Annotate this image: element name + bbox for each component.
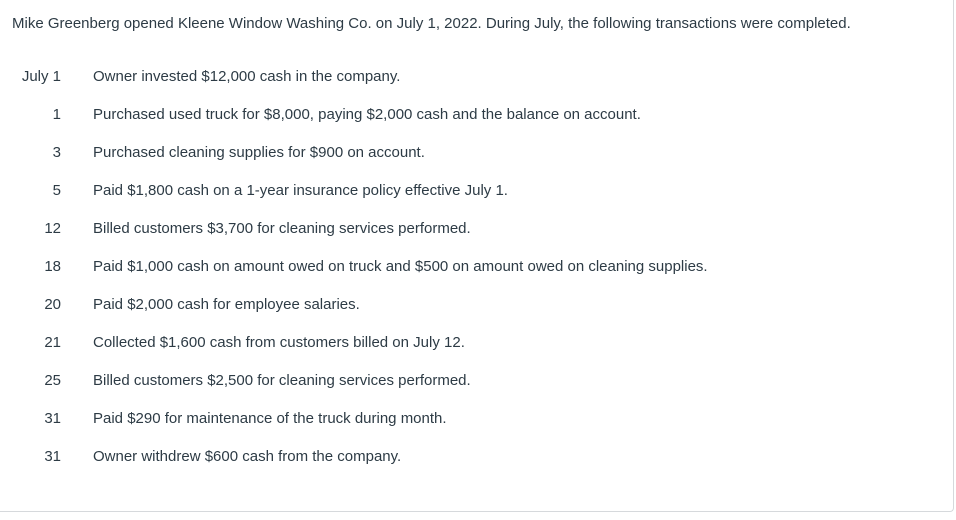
transaction-description: Paid $1,000 cash on amount owed on truck and $500 on amount owed on cleaning supplies. bbox=[93, 257, 708, 275]
transactions-table bbox=[0, 57, 940, 475]
transaction-description: Collected $1,600 cash from customers billed on July 12. bbox=[93, 333, 465, 351]
transaction-description: Billed customers $2,500 for cleaning services performed. bbox=[93, 371, 471, 389]
transaction-row bbox=[0, 171, 940, 209]
transaction-description: Owner invested $12,000 cash in the company. bbox=[93, 67, 401, 85]
transaction-row bbox=[0, 95, 940, 133]
transaction-row bbox=[0, 399, 940, 437]
transaction-row bbox=[0, 133, 940, 171]
transaction-description: Owner withdrew $600 cash from the company. bbox=[93, 447, 402, 465]
transaction-date: 1 bbox=[52, 105, 61, 123]
transaction-description: Purchased cleaning supplies for $900 on account. bbox=[93, 143, 425, 161]
transaction-date: July 1 bbox=[21, 67, 61, 85]
transaction-date: 12 bbox=[44, 219, 61, 237]
intro-text: Mike Greenberg opened Kleene Window Washing Co. on July 1, 2022. During July, the following transactions were completed. bbox=[12, 15, 851, 32]
transaction-description: Purchased used truck for $8,000, paying $2,000 cash and the balance on account. bbox=[93, 105, 641, 123]
transaction-row bbox=[0, 285, 940, 323]
transaction-row bbox=[0, 57, 940, 95]
transaction-date: 31 bbox=[44, 447, 61, 465]
transaction-date: 25 bbox=[44, 371, 61, 389]
transaction-row bbox=[0, 247, 940, 285]
transaction-date: 18 bbox=[44, 257, 61, 275]
transaction-row bbox=[0, 361, 940, 399]
transaction-description: Paid $290 for maintenance of the truck during month. bbox=[93, 409, 447, 427]
transaction-row bbox=[0, 437, 940, 475]
transaction-date: 3 bbox=[52, 143, 61, 161]
transaction-description: Paid $1,800 cash on a 1-year insurance policy effective July 1. bbox=[93, 181, 508, 199]
transaction-description: Billed customers $3,700 for cleaning services performed. bbox=[93, 219, 471, 237]
transaction-date: 5 bbox=[52, 181, 61, 199]
transaction-date: 31 bbox=[44, 409, 61, 427]
transaction-date: 21 bbox=[44, 333, 61, 351]
transaction-date: 20 bbox=[44, 295, 61, 313]
transaction-row bbox=[0, 209, 940, 247]
transaction-description: Paid $2,000 cash for employee salaries. bbox=[93, 295, 360, 313]
transaction-row bbox=[0, 323, 940, 361]
